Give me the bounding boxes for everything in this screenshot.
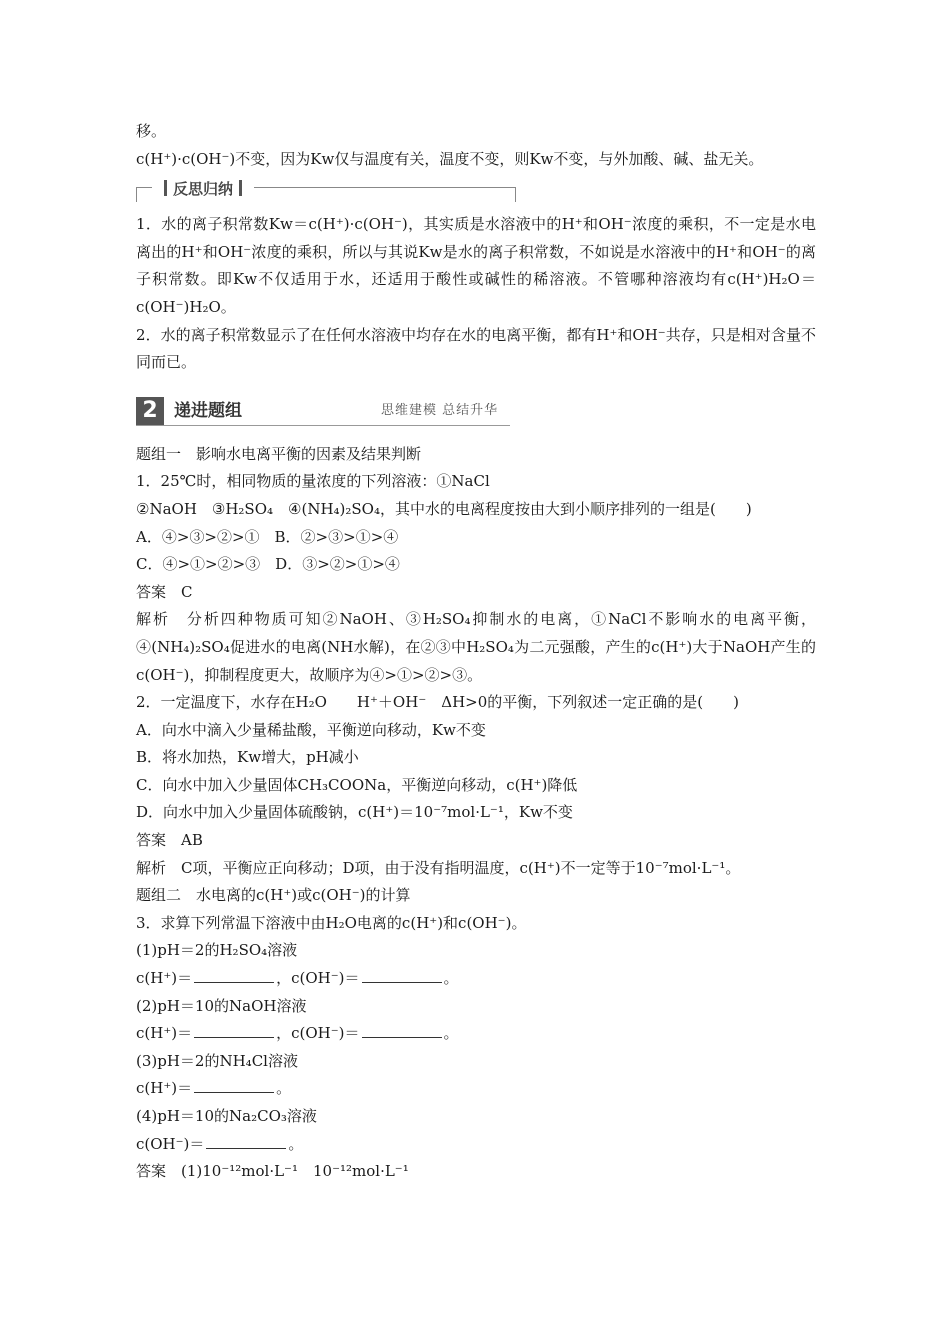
q3-part-4: (4)pH＝10的Na₂CO₃溶液 — [136, 1107, 317, 1125]
bar-right-icon — [239, 180, 242, 196]
answer-blank[interactable] — [362, 1023, 442, 1038]
q3-part-2: (2)pH＝10的NaOH溶液 — [136, 996, 307, 1015]
section-subtitle: 思维建模 总结升华 — [381, 402, 499, 418]
fill-label: c(OH⁻)＝ — [136, 1134, 205, 1153]
answer-blank[interactable] — [194, 968, 274, 983]
reflect-paragraph-2: 2．水的离子积常数显示了在任何水溶液中均存在水的电离平衡，都有H⁺和OH⁻共存，只是相对含量不同而已。 — [136, 325, 816, 372]
q2-option-c: C．向水中加入少量固体CH₃COONa，平衡逆向移动，c(H⁺)降低 — [136, 775, 578, 794]
q1-options-ab: A．④>③>②>① B．②>③>①>④ — [136, 527, 399, 546]
q3-part-1: (1)pH＝2的H₂SO₄溶液 — [136, 941, 298, 960]
q3-answer: 答案 (1)10⁻¹²mol·L⁻¹ 10⁻¹²mol·L⁻¹ — [136, 1162, 409, 1181]
answer-blank[interactable] — [194, 1023, 274, 1038]
q3-part-2-fill — [136, 1020, 816, 1048]
section-title: 递进题组 — [174, 400, 242, 421]
q3-part-4-fill — [136, 1131, 816, 1159]
q2-answer: 答案 AB — [136, 831, 203, 850]
q1-answer: 答案 C — [136, 582, 193, 601]
q3-stem: 3．求算下列常温下溶液中由H₂O电离的c(H⁺)和c(OH⁻)。 — [136, 913, 527, 932]
q2-option-a: A．向水中滴入少量稀盐酸，平衡逆向移动，Kw不变 — [136, 720, 486, 739]
q2-analysis: 解析 C项，平衡应正向移动；D项，由于没有指明温度，c(H⁺)不一定等于10⁻⁷mol·L⁻¹。 — [136, 858, 741, 877]
section-rule — [136, 425, 510, 426]
q1-analysis: 解析 分析四种物质可知②NaOH、③H₂SO₄抑制水的电离，①NaCl不影响水的电离平衡，④(NH₄)₂SO₄促进水的电离(NH水解)，在②③中H₂SO₄为二元强酸，产生的c(H⁺)大于NaOH产生的c(OH⁻)，抑制程度更大，故顺序为④>①>②>③。 — [136, 610, 816, 684]
q3-part-3-fill — [136, 1075, 816, 1103]
group2-title: 题组二 水电离的c(H⁺)或c(OH⁻)的计算 — [136, 886, 411, 905]
reflect-paragraph-1: 1．水的离子积常数Kw＝c(H⁺)·c(OH⁻)，其实质是水溶液中的H⁺和OH⁻浓度的乘积，不一定是水电离出的H⁺和OH⁻浓度的乘积，所以与其说Kw是水的离子积常数，不如说是水溶液中的H⁺和OH⁻的离子积常数。即Kw不仅适用于水，还适用于酸性或碱性的稀溶液。不管哪种溶液均有c(H⁺)H₂O＝c(OH⁻)H₂O。 — [136, 215, 816, 316]
group1-title: 题组一 影响水电离平衡的因素及结果判断 — [136, 444, 422, 463]
period: 。 — [443, 969, 459, 988]
answer-blank[interactable] — [206, 1134, 286, 1149]
intro-line-2: c(H⁺)·c(OH⁻)不变，因为Kw仅与温度有关，温度不变，则Kw不变，与外加酸、碱、盐无关。 — [136, 149, 764, 168]
reflect-header — [136, 177, 816, 205]
section-number: 2 — [136, 397, 164, 425]
period: 。 — [288, 1134, 304, 1153]
answer-blank[interactable] — [362, 968, 442, 983]
fill-label: ，c(OH⁻)＝ — [276, 969, 360, 988]
fill-label: c(H⁺)＝ — [136, 969, 193, 988]
bar-left-icon — [164, 180, 167, 196]
q1-line-1: 1．25℃时，相同物质的量浓度的下列溶液：①NaCl — [136, 472, 490, 491]
q1-line-2: ②NaOH ③H₂SO₄ ④(NH₄)₂SO₄，其中水的电离程度按由大到小顺序排列的一组是( ) — [136, 499, 752, 518]
reflect-label: 反思归纳 — [173, 180, 234, 199]
q2-option-d: D．向水中加入少量固体硫酸钠，c(H⁺)＝10⁻⁷mol·L⁻¹，Kw不变 — [136, 803, 573, 822]
document-page — [136, 118, 816, 1186]
q3-part-3: (3)pH＝2的NH₄Cl溶液 — [136, 1051, 298, 1070]
intro-line-1: 移。 — [136, 122, 167, 140]
period: 。 — [276, 1079, 292, 1098]
q2-option-b: B．将水加热，Kw增大，pH减小 — [136, 748, 359, 767]
fill-label: c(H⁺)＝ — [136, 1024, 193, 1043]
section-header — [136, 395, 816, 431]
q2-stem: 2．一定温度下，水存在H₂O H⁺＋OH⁻ ΔH>0的平衡，下列叙述一定正确的是( ) — [136, 693, 739, 712]
q1-options-cd: C．④>①>②>③ D．③>②>①>④ — [136, 555, 400, 574]
fill-label: ，c(OH⁻)＝ — [276, 1024, 360, 1043]
fill-label: c(H⁺)＝ — [136, 1079, 193, 1098]
period: 。 — [443, 1024, 459, 1043]
answer-blank[interactable] — [194, 1078, 274, 1093]
q3-part-1-fill — [136, 965, 816, 993]
